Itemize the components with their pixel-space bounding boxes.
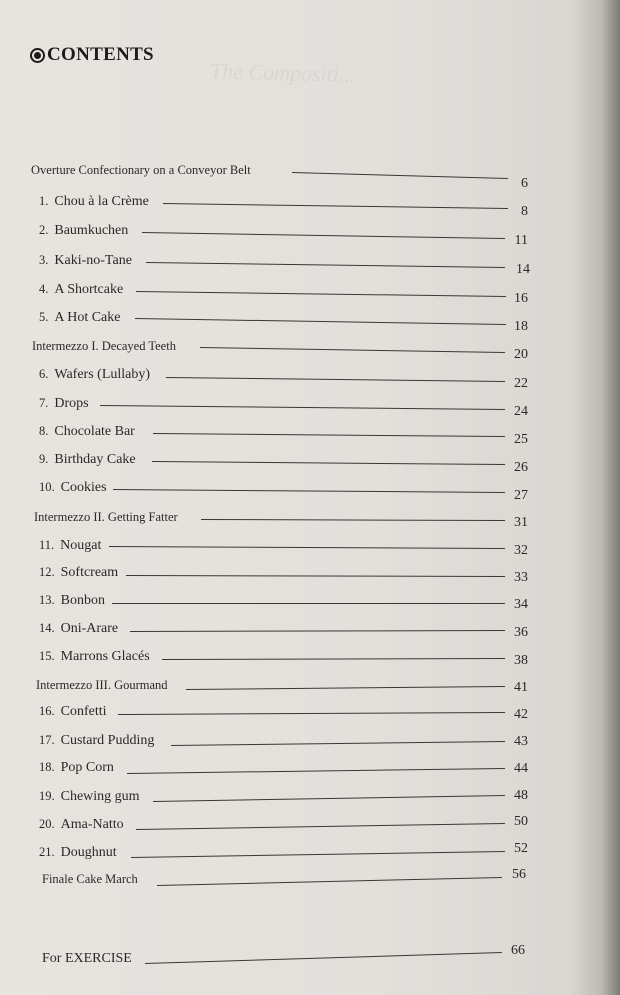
leader-line xyxy=(109,546,505,549)
toc-entry-title: Ama-Natto xyxy=(60,817,124,832)
toc-entry-label xyxy=(39,817,124,833)
toc-page-number: 14 xyxy=(516,262,530,277)
toc-entry-label xyxy=(39,704,107,720)
toc-entry-title: Bonbon xyxy=(60,593,105,608)
toc-entry-title: Baumkuchen xyxy=(54,223,129,238)
leader-line xyxy=(113,489,505,493)
toc-entry-number: 12. xyxy=(39,565,55,579)
toc-entry-title: Kaki-no-Tane xyxy=(54,253,132,268)
toc-page-number: 18 xyxy=(514,319,528,334)
toc-entry-label xyxy=(39,480,107,496)
toc-entry-label xyxy=(39,367,150,383)
toc-page-number: 34 xyxy=(514,597,528,612)
leader-line xyxy=(146,262,505,268)
toc-page-number: 27 xyxy=(514,488,528,503)
leader-line xyxy=(171,741,505,746)
toc-entry-label xyxy=(39,310,120,326)
toc-entry-number: 18. xyxy=(39,760,55,774)
toc-page-number: 16 xyxy=(514,291,528,306)
toc-entry-title: Softcream xyxy=(60,565,119,580)
toc-entry-title: Drops xyxy=(54,396,89,411)
bleed-through-text: The Compositi... xyxy=(209,58,356,87)
leader-line xyxy=(135,318,506,325)
toc-entry-number: 5. xyxy=(39,310,49,324)
toc-entry-label xyxy=(39,282,123,298)
toc-page-number: 66 xyxy=(511,943,525,958)
toc-entry-label xyxy=(39,223,128,239)
toc-entry-number: 10. xyxy=(39,480,55,494)
toc-page-number: 6 xyxy=(521,176,528,191)
toc-entry-title: Oni-Arare xyxy=(60,621,119,636)
toc-page-number: 25 xyxy=(514,432,528,447)
toc-entry-title: Birthday Cake xyxy=(54,452,136,467)
toc-entry-title: Intermezzo I. Decayed Teeth xyxy=(32,339,176,353)
toc-entry-title: Cookies xyxy=(60,480,107,495)
leader-line xyxy=(153,795,505,802)
toc-entry-label xyxy=(39,760,114,776)
leader-line xyxy=(152,461,505,465)
toc-entry-number: 1. xyxy=(39,194,49,208)
toc-entry-title: Intermezzo II. Getting Fatter xyxy=(34,510,178,524)
toc-page-number: 22 xyxy=(514,376,528,391)
toc-entry-label xyxy=(39,538,101,554)
leader-line xyxy=(126,575,505,577)
toc-entry-title: Chocolate Bar xyxy=(54,424,135,439)
toc-entry-title: Custard Pudding xyxy=(60,733,155,748)
leader-line xyxy=(100,405,505,410)
leader-line xyxy=(112,603,505,604)
toc-entry-label xyxy=(42,951,132,967)
toc-entry-number: 17. xyxy=(39,733,55,747)
leader-line xyxy=(200,347,505,353)
toc-entry-title: A Hot Cake xyxy=(54,310,121,325)
toc-page-number: 42 xyxy=(514,707,528,722)
toc-entry-label xyxy=(34,510,178,525)
toc-page-number: 52 xyxy=(514,841,528,856)
leader-line xyxy=(162,658,505,660)
toc-entry-title: Finale Cake March xyxy=(42,872,138,886)
toc-entry-number: 7. xyxy=(39,396,49,410)
toc-page-number: 44 xyxy=(514,761,528,776)
toc-entry-number: 11. xyxy=(39,538,55,552)
toc-entry-label xyxy=(39,733,154,749)
toc-entry-number: 14. xyxy=(39,621,55,635)
toc-entry-number: 20. xyxy=(39,817,55,831)
toc-page-number: 26 xyxy=(514,460,528,475)
leader-line xyxy=(186,686,505,690)
leader-line xyxy=(130,630,505,632)
toc-page-number: 50 xyxy=(514,814,528,829)
toc-entry-label xyxy=(36,678,168,693)
leader-line xyxy=(166,377,505,382)
toc-page-number: 32 xyxy=(514,543,528,558)
circle-bullet-icon xyxy=(30,48,45,63)
leader-line xyxy=(153,433,505,437)
toc-page-number: 56 xyxy=(512,867,526,882)
toc-entry-number: 15. xyxy=(39,649,55,663)
toc-page-number: 41 xyxy=(514,680,528,695)
toc-entry-number: 21. xyxy=(39,845,55,859)
toc-entry-label xyxy=(39,649,150,665)
toc-page-number: 8 xyxy=(521,204,528,219)
leader-line xyxy=(163,203,508,209)
toc-entry-label xyxy=(39,396,89,412)
toc-entry-label xyxy=(39,593,105,609)
toc-entry-title: Intermezzo III. Gourmand xyxy=(36,678,168,692)
toc-entry-title: Nougat xyxy=(60,538,102,553)
toc-entry-number: 9. xyxy=(39,452,49,466)
toc-entry-label xyxy=(39,565,118,581)
leader-line xyxy=(127,768,505,774)
toc-page-number: 38 xyxy=(514,653,528,668)
toc-entry-title: Chewing gum xyxy=(60,789,140,804)
toc-entry-number: 6. xyxy=(39,367,49,381)
leader-line xyxy=(142,232,505,239)
toc-page-number: 31 xyxy=(514,515,528,530)
toc-entry-title: Marrons Glacés xyxy=(60,649,150,664)
toc-entry-title: Chou à la Crème xyxy=(54,194,149,209)
toc-entry-number: 3. xyxy=(39,253,49,267)
toc-entry-label xyxy=(39,789,140,805)
toc-entry-title: Doughnut xyxy=(60,845,117,860)
toc-page-number: 48 xyxy=(514,788,528,803)
toc-entry-label xyxy=(39,424,135,440)
toc-entry-label xyxy=(39,621,118,637)
toc-entry-label xyxy=(39,253,132,269)
toc-entry-number: 4. xyxy=(39,282,49,296)
leader-line xyxy=(131,851,505,858)
leader-line xyxy=(292,172,508,179)
toc-entry-title: A Shortcake xyxy=(54,282,124,297)
toc-entry-number: 13. xyxy=(39,593,55,607)
toc-entry-label xyxy=(31,163,251,178)
page-title: CONTENTS xyxy=(47,44,154,65)
toc-page-number: 43 xyxy=(514,734,528,749)
leader-line xyxy=(157,877,502,886)
toc-entry-title: Overture Confectionary on a Conveyor Belt xyxy=(31,163,251,177)
toc-entry-label xyxy=(39,452,136,468)
toc-entry-label xyxy=(32,339,176,354)
leader-line xyxy=(145,952,502,964)
contents-heading xyxy=(30,44,154,66)
toc-entry-number: 2. xyxy=(39,223,49,237)
toc-page-number: 33 xyxy=(514,570,528,585)
toc-entry-label xyxy=(39,194,149,210)
toc-entry-title: Confetti xyxy=(60,704,107,719)
toc-entry-number: 8. xyxy=(39,424,49,438)
toc-entry-title: Pop Corn xyxy=(60,760,114,775)
toc-entry-title: For EXERCISE xyxy=(42,951,132,966)
toc-entry-label xyxy=(39,845,117,861)
leader-line xyxy=(118,712,505,715)
leader-line xyxy=(136,823,505,830)
toc-entry-number: 16. xyxy=(39,704,55,718)
leader-line xyxy=(201,519,505,521)
toc-page-number: 36 xyxy=(514,625,528,640)
toc-page-number: 11 xyxy=(514,233,528,248)
toc-entry-label xyxy=(42,872,138,887)
toc-entry-title: Wafers (Lullaby) xyxy=(54,367,151,382)
leader-line xyxy=(136,291,506,297)
toc-page-number: 20 xyxy=(514,347,528,362)
toc-entry-number: 19. xyxy=(39,789,55,803)
toc-page-number: 24 xyxy=(514,404,528,419)
